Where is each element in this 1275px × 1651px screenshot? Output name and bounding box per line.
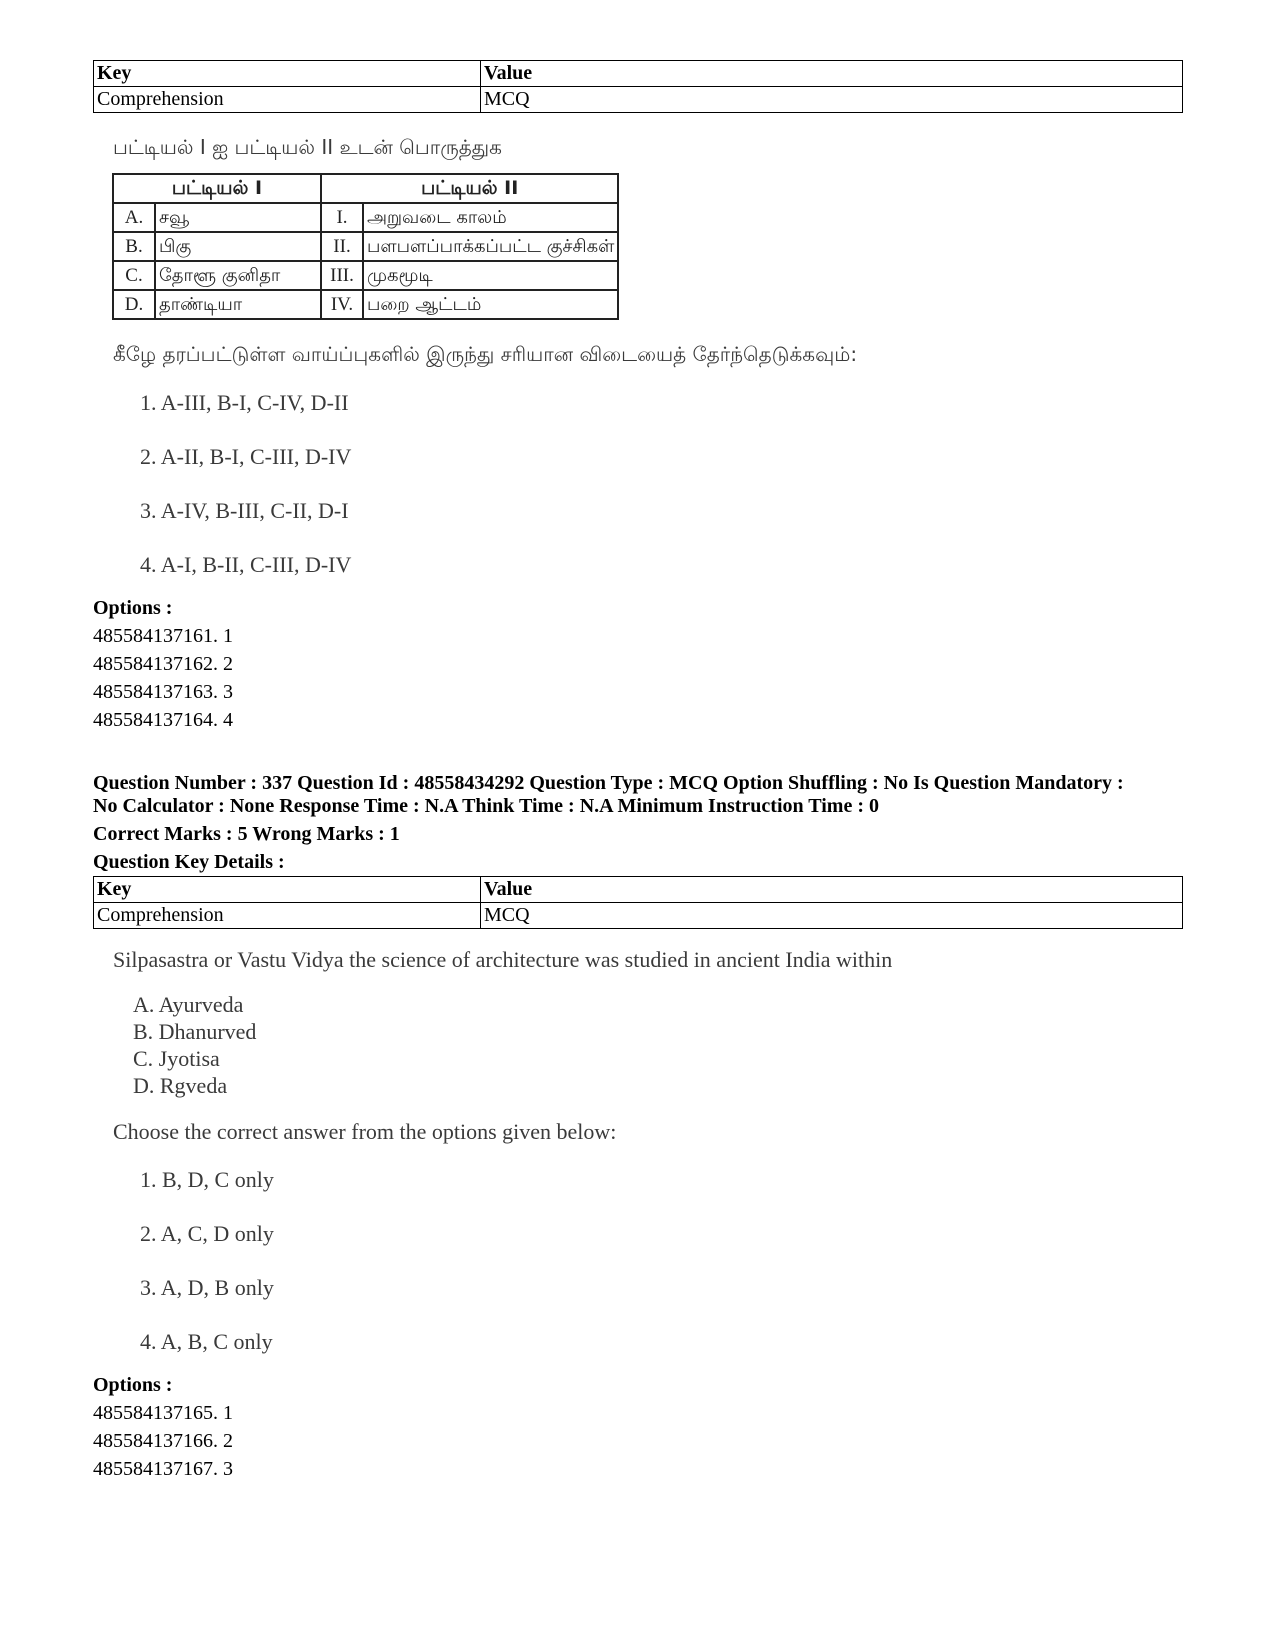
question-page (93, 60, 1183, 1483)
key-details-table (93, 60, 1183, 113)
question-meta-line: Question Number : 337 Question Id : 48558434292 Question Type : MCQ Option Shuffling : No Is Question Mandatory : (93, 772, 1124, 794)
key-header: Key (94, 877, 481, 903)
key-cell: Comprehension (94, 87, 481, 113)
match-header-row (113, 174, 618, 203)
key-details-title: Question Key Details : (93, 851, 285, 873)
list-1-heading: பட்டியல் I (113, 174, 321, 203)
statement-item: A. Ayurveda (133, 992, 244, 1017)
value-header: Value (481, 877, 1183, 903)
list-2-item: அறுவடை காலம் (363, 203, 618, 232)
table-row (94, 87, 1183, 113)
list-2-item: முகமூடி (363, 261, 618, 290)
match-instruction: பட்டியல் I ஐ பட்டியல் II உடன் பொருத்துக (113, 135, 502, 159)
answer-choices (140, 388, 1183, 582)
statement-item: B. Dhanurved (133, 1019, 257, 1044)
statement-list (133, 991, 1183, 1099)
row-label: A. (113, 203, 155, 232)
value-cell: MCQ (481, 903, 1183, 929)
table-header-row (94, 61, 1183, 87)
answer-choice: 4. A, B, C only (140, 1329, 273, 1354)
row-label: C. (113, 261, 155, 290)
list-2-heading: பட்டியல் II (321, 174, 618, 203)
row-label: IV. (321, 290, 363, 319)
marks-line: Correct Marks : 5 Wrong Marks : 1 (93, 823, 400, 845)
key-details-table (93, 876, 1183, 929)
question-text: Silpasastra or Vastu Vidya the science of architecture was studied in ancient India within (113, 947, 893, 972)
value-header: Value (481, 61, 1183, 87)
match-row (113, 203, 618, 232)
key-header: Key (94, 61, 481, 87)
option-row: 485584137165. 1 (93, 1402, 233, 1424)
match-row (113, 261, 618, 290)
answer-choice: 3. A, D, B only (140, 1275, 274, 1300)
answer-choice: 2. A, C, D only (140, 1221, 274, 1246)
value-cell: MCQ (481, 87, 1183, 113)
match-row (113, 232, 618, 261)
answer-choice: 4. A-I, B-II, C-III, D-IV (140, 552, 352, 577)
answer-choice: 2. A-II, B-I, C-III, D-IV (140, 444, 352, 469)
question-meta (93, 772, 1183, 818)
table-row (94, 903, 1183, 929)
choose-instruction: Choose the correct answer from the options given below: (113, 1119, 617, 1144)
row-label: III. (321, 261, 363, 290)
answer-choice: 1. B, D, C only (140, 1167, 274, 1192)
row-label: D. (113, 290, 155, 319)
options-title: Options : (93, 597, 173, 619)
row-label: II. (321, 232, 363, 261)
match-table (112, 173, 619, 320)
option-row: 485584137166. 2 (93, 1430, 233, 1452)
options-title: Options : (93, 1374, 173, 1396)
option-row: 485584137167. 3 (93, 1458, 233, 1480)
list-2-item: பறை ஆட்டம் (363, 290, 618, 319)
option-row: 485584137161. 1 (93, 625, 233, 647)
table-header-row (94, 877, 1183, 903)
answer-choice: 1. A-III, B-I, C-IV, D-II (140, 390, 349, 415)
question-image-english (93, 947, 1183, 1359)
answer-choices (140, 1165, 1183, 1359)
option-row: 485584137163. 3 (93, 681, 233, 703)
list-1-item: தாண்டியா (155, 290, 321, 319)
statement-item: C. Jyotisa (133, 1046, 220, 1071)
question-meta-line: No Calculator : None Response Time : N.A Think Time : N.A Minimum Instruction Time : 0 (93, 795, 879, 817)
question-image-tamil (93, 135, 1183, 582)
match-row (113, 290, 618, 319)
list-2-item: பளபளப்பாக்கப்பட்ட குச்சிகள் (363, 232, 618, 261)
choose-instruction: கீழே தரப்பட்டுள்ள வாய்ப்புகளில் இருந்து சரியான விடையைத் தேர்ந்தெடுக்கவும்: (113, 342, 858, 366)
list-1-item: சவூ (155, 203, 321, 232)
row-label: B. (113, 232, 155, 261)
answer-choice: 3. A-IV, B-III, C-II, D-I (140, 498, 349, 523)
option-row: 485584137164. 4 (93, 709, 233, 731)
list-1-item: தோளூ குனிதா (155, 261, 321, 290)
key-cell: Comprehension (94, 903, 481, 929)
list-1-item: பிகு (155, 232, 321, 261)
row-label: I. (321, 203, 363, 232)
option-row: 485584137162. 2 (93, 653, 233, 675)
statement-item: D. Rgveda (133, 1073, 228, 1098)
